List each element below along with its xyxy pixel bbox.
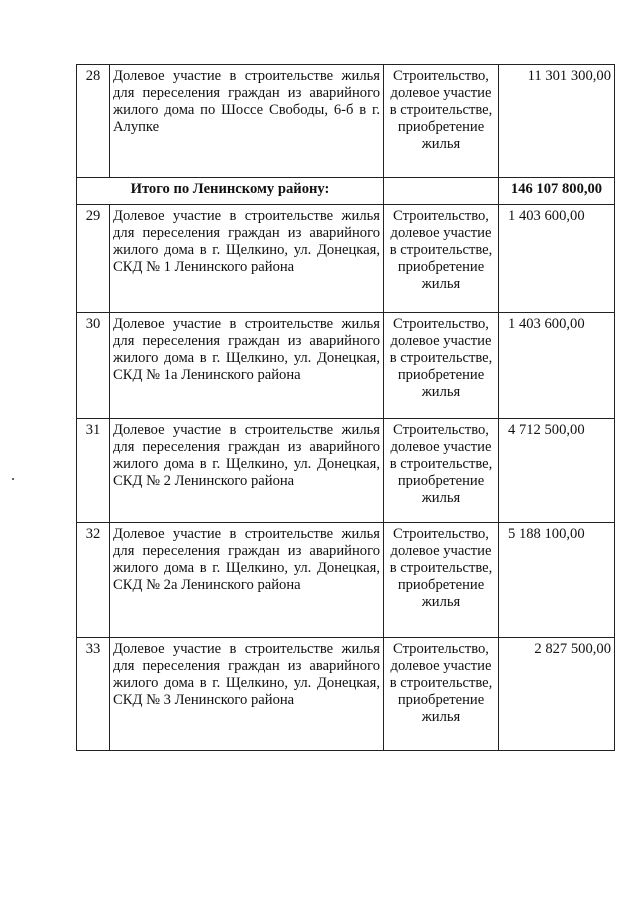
row-activity-type: Строительство, долевое участие в строительстве, приобретение жилья: [384, 65, 499, 178]
total-empty-cell: [384, 178, 499, 205]
row-description: Долевое участие в строительстве жилья для переселения граждан из аварийного жилого дома в г. Щелкино, ул. Донецкая, СКД № 1 Ленинского района: [110, 205, 384, 313]
row-number: 32: [77, 523, 110, 638]
row-activity-type: Строительство, долевое участие в строительстве, приобретение жилья: [384, 205, 499, 313]
row-number: 33: [77, 638, 110, 751]
row-activity-type: Строительство, долевое участие в строительстве, приобретение жилья: [384, 638, 499, 751]
row-description: Долевое участие в строительстве жилья для переселения граждан из аварийного жилого дома в г. Щелкино, ул. Донецкая, СКД № 3 Ленинского района: [110, 638, 384, 751]
row-amount: 1 403 600,00: [499, 205, 615, 313]
table-row: [77, 313, 615, 419]
table-row: [77, 523, 615, 638]
row-description: Долевое участие в строительстве жилья для переселения граждан из аварийного жилого дома в г. Щелкино, ул. Донецкая, СКД № 2а Ленинского района: [110, 523, 384, 638]
total-amount: 146 107 800,00: [499, 178, 615, 205]
table-row: [77, 205, 615, 313]
program-table: [76, 64, 615, 751]
row-amount: 1 403 600,00: [499, 313, 615, 419]
table-row: [77, 65, 615, 178]
row-number: 30: [77, 313, 110, 419]
row-description: Долевое участие в строительстве жилья для переселения граждан из аварийного жилого дома в г. Щелкино, ул. Донецкая, СКД № 2 Ленинского района: [110, 419, 384, 523]
total-row: [77, 178, 615, 205]
row-description: Долевое участие в строительстве жилья для переселения граждан из аварийного жилого дома в г. Щелкино, ул. Донецкая, СКД № 1а Ленинского района: [110, 313, 384, 419]
row-amount: 11 301 300,00: [499, 65, 615, 178]
row-amount: 5 188 100,00: [499, 523, 615, 638]
row-activity-type: Строительство, долевое участие в строительстве, приобретение жилья: [384, 419, 499, 523]
table-row: [77, 419, 615, 523]
scan-speck: [12, 478, 14, 480]
row-activity-type: Строительство, долевое участие в строительстве, приобретение жилья: [384, 313, 499, 419]
total-label: Итого по Ленинскому району:: [77, 178, 384, 205]
row-number: 29: [77, 205, 110, 313]
table-row: [77, 638, 615, 751]
row-number: 28: [77, 65, 110, 178]
row-activity-type: Строительство, долевое участие в строительстве, приобретение жилья: [384, 523, 499, 638]
row-description: Долевое участие в строительстве жилья для переселения граждан из аварийного жилого дома по Шоссе Свободы, 6-б в г. Алупке: [110, 65, 384, 178]
row-amount: 2 827 500,00: [499, 638, 615, 751]
row-amount: 4 712 500,00: [499, 419, 615, 523]
row-number: 31: [77, 419, 110, 523]
